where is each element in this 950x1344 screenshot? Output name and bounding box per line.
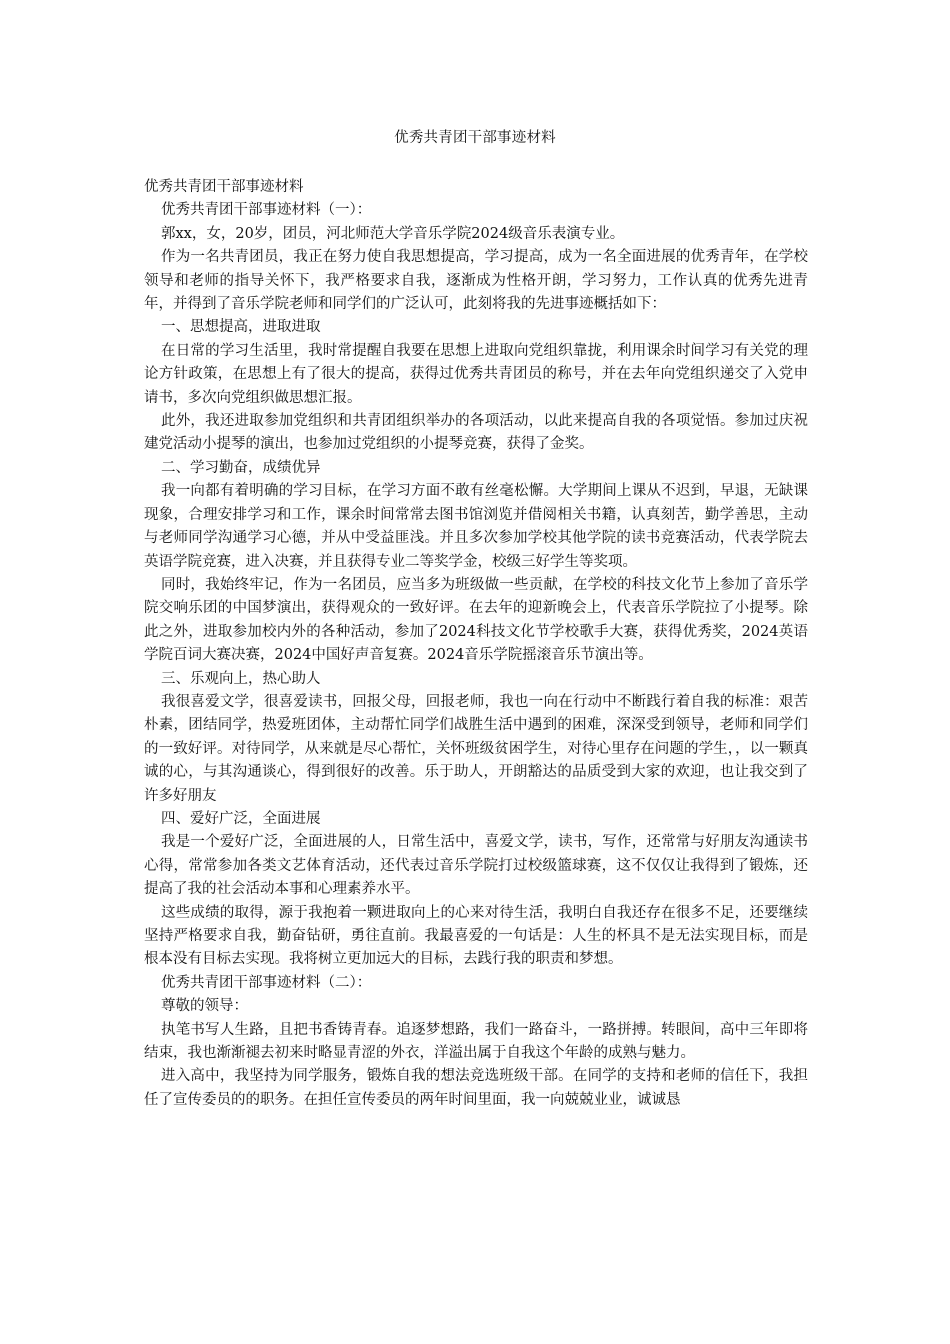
paragraph: 四、爱好广泛，全面进展 <box>161 810 321 827</box>
document-body <box>144 176 808 1112</box>
paragraph: 二、学习勤奋，成绩优异 <box>161 459 321 476</box>
document-title: 优秀共青团干部事迹材料 <box>394 130 556 146</box>
paragraph: 同时，我始终牢记，作为一名团员，应当多为班级做一些贡献，在学校的科技文化节上参加了音乐学院交响乐团的中国梦演出，获得观众的一致好评。在去年的迎新晚会上，代表音乐学院拉了小提琴。除此之外，进取参加校内外的各种活动，参加了2024科技文化节学校歌手大赛，获得优秀奖，2024英语学院百词大赛决赛，2024中国好声音复赛。2024音乐学院摇滚音乐节演出等。 <box>144 576 808 664</box>
paragraph: 我是一个爱好广泛，全面进展的人，日常生活中，喜爱文学，读书，写作，还常常与好朋友沟通读书心得，常常参加各类文艺体育活动，还代表过音乐学院打过校级篮球赛，这不仅仅让我得到了锻炼，还提高了我的社会活动本事和心理素养水平。 <box>144 834 808 898</box>
paragraph: 在日常的学习生活里，我时常提醒自我要在思想上进取向党组织靠拢，利用课余时间学习有关党的理论方针政策，在思想上有了很大的提高，获得过优秀共青团员的称号，并在去年向党组织递交了入党申请书，多次向党组织做思想汇报。 <box>144 342 808 406</box>
paragraph: 此外，我还进取参加党组织和共青团组织举办的各项活动，以此来提高自我的各项觉悟。参加过庆祝建党活动小提琴的演出，也参加过党组织的小提琴竞赛，获得了金奖。 <box>144 413 808 453</box>
paragraph: 进入高中，我坚持为同学服务，锻炼自我的想法竞选班级干部。在同学的支持和老师的信任下，我担任了宣传委员的的职务。在担任宣传委员的两年时间里面，我一向兢兢业业，诚诚恳 <box>144 1068 808 1108</box>
paragraph: 作为一名共青团员，我正在努力使自我思想提高，学习提高，成为一名全面进展的优秀青年，在学校领导和老师的指导关怀下，我严格要求自我，逐渐成为性格开朗，学习努力，工作认真的优秀先进青年，并得到了音乐学院老师和同学们的广泛认可，此刻将我的先进事迹概括如下： <box>144 249 808 313</box>
paragraph: 我很喜爱文学，很喜爱读书，回报父母，回报老师，我也一向在行动中不断践行着自我的标准：艰苦朴素，团结同学，热爱班团体，主动帮忙同学们战胜生活中遇到的困难，深深受到领导，老师和同学们的一致好评。对待同学，从来就是尽心帮忙，关怀班级贫困学生，对待心里存在问题的学生，，以一颗真诚的心，与其沟通谈心，得到很好的改善。乐于助人，开朗豁达的品质受到大家的欢迎，也让我交到了许多好朋友 <box>144 693 808 804</box>
paragraph: 执笔书写人生路，且把书香铸青春。追逐梦想路，我们一路奋斗，一路拼搏。转眼间，高中三年即将结束，我也渐渐褪去初来时略显青涩的外衣，洋溢出属于自我这个年龄的成熟与魅力。 <box>144 1021 808 1062</box>
paragraph: 这些成绩的取得，源于我抱着一颗进取向上的心来对待生活，我明白自我还存在很多不足，还要继续坚持严格要求自我，勤奋钻研，勇往直前。我最喜爱的一句话是：人生的杯具不是无法实现目标，而是根本没有目标去实现。我将树立更加远大的目标，去践行我的职责和梦想。 <box>144 904 808 968</box>
paragraph: 优秀共青团干部事迹材料 <box>144 179 304 195</box>
paragraph: 优秀共青团干部事迹材料（二）： <box>161 974 372 991</box>
paragraph: 我一向都有着明确的学习目标，在学习方面不敢有丝毫松懈。大学期间上课从不迟到，早退，无缺课现象，合理安排学习和工作，课余时间常常去图书馆浏览并借阅相关书籍，认真刻苦，勤学善思，主动与老师同学沟通学习心德，并从中受益匪浅。并且多次参加学校其他学院的读书竞赛活动，代表学院去英语学院竞赛，进入决赛，并且获得专业二等奖学金，校级三好学生等奖项。 <box>144 483 808 570</box>
paragraph: 三、乐观向上，热心助人 <box>161 670 321 687</box>
paragraph: 一、思想提高，进取进取 <box>161 319 321 336</box>
paragraph: 郭xx，女，20岁，团员，河北师范大学音乐学院2024级音乐表演专业。 <box>161 225 625 242</box>
paragraph: 优秀共青团干部事迹材料（一）： <box>161 202 372 219</box>
paragraph: 尊敬的领导： <box>161 998 248 1015</box>
